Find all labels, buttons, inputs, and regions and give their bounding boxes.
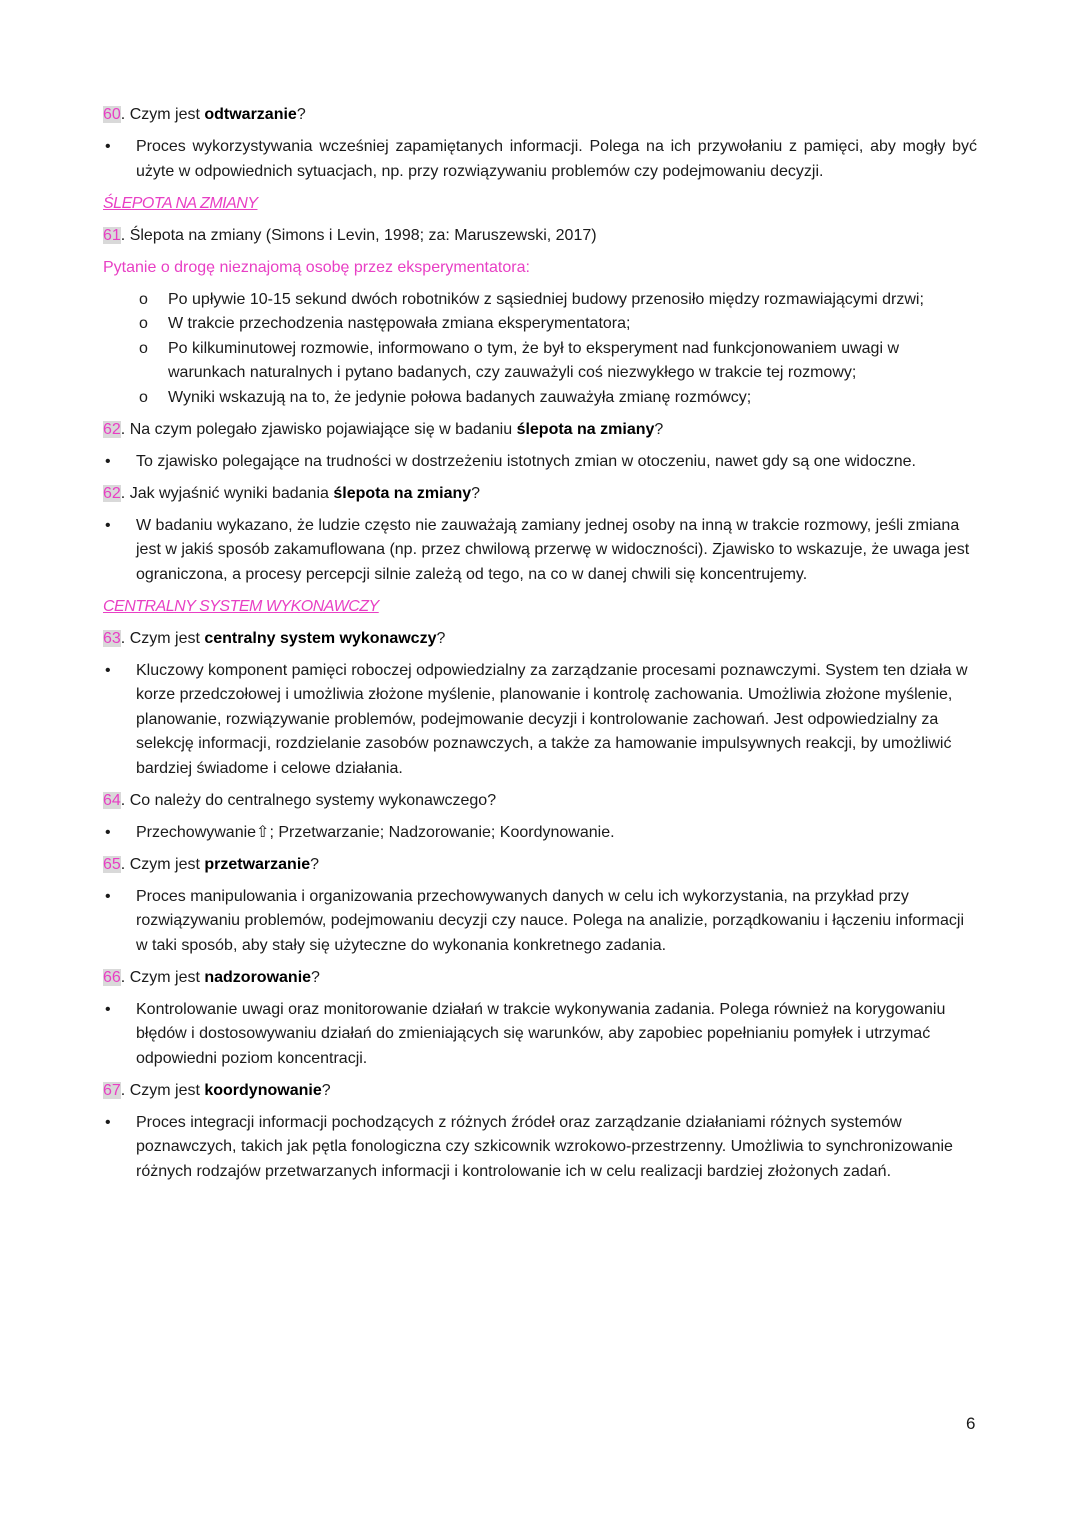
section-heading: CENTRALNY SYSTEM WYKONAWCZY: [103, 597, 379, 615]
bullet-icon: •: [105, 823, 111, 841]
bullet-icon: •: [105, 452, 111, 470]
answer-66: • Kontrolowanie uwagi oraz monitorowanie działań w trakcie wykonywania zadania. Polega również na korygowaniu błędów i dostosowywaniu działań do zmieniających się warunków, aby zapobiec popełnianiu pomyłek i utrzymać odpowiedni poziom koncentracji.: [103, 998, 977, 1072]
bullet-icon: •: [105, 661, 111, 679]
question-64: 64. Co należy do centralnego systemy wykonawczego?: [103, 791, 497, 809]
question-66: 66. Czym jest nadzorowanie?: [103, 968, 320, 986]
question-60: 60. Czym jest odtwarzanie?: [103, 106, 306, 123]
bullet-icon: •: [105, 1113, 111, 1131]
answer-65: • Proces manipulowania i organizowania przechowywanych danych w celu ich wykorzystania, na przykład przy rozwiązywaniu problemów, podejmowaniu decyzji czy nauce. Polega na analizie, porządkowaniu i łączeniu informacji w taki sposób, aby stały się użyteczne do wykonania konkretnego zadania.: [103, 885, 977, 959]
question-62b: 62. Jak wyjaśnić wyniki badania ślepota na zmiany?: [103, 484, 481, 502]
bullet-icon: •: [105, 516, 111, 534]
question-65: 65. Czym jest przetwarzanie?: [103, 855, 320, 873]
section-heading: ŚLEPOTA NA ZMIANY: [103, 194, 258, 212]
answer-67: • Proces integracji informacji pochodzących z różnych źródeł oraz zarządzanie działaniami różnych systemów poznawczych, takich jak pętla fonologiczna czy szkicownik wzrokowo-przestrzenny. Umożliwia to synchronizowanie różnych rodzajów przetwarzanych informacji i kontrolowanie ich w celu realizacji bardziej złożonych zadań.: [103, 1111, 977, 1185]
answer-60: • Proces wykorzystywania wcześniej zapamiętanych informacji. Polega na ich przywołaniu z pamięci, aby mogły być użyte w odpowiednich sytuacjach, np. przy rozwiązywaniu problemów czy podejmowaniu decyzji.: [103, 135, 977, 184]
circle-bullet-icon: o: [139, 388, 148, 406]
document-page: [103, 103, 977, 1192]
question-62a: 62. Na czym polegało zjawisko pojawiające się w badaniu ślepota na zmiany?: [103, 420, 664, 438]
answer-62a: • To zjawisko polegające na trudności w dostrzeżeniu istotnych zmian w otoczeniu, nawet gdy są one widoczne.: [103, 450, 977, 475]
question-63: 63. Czym jest centralny system wykonawczy?: [103, 629, 446, 647]
bullet-icon: •: [105, 138, 111, 155]
list-item: o Po kilkuminutowej rozmowie, informowano o tym, że był to eksperyment nad funkcjonowaniem uwagi w warunkach naturalnych i pytano badanych, czy zauważyli coś niezwykłego w trakcie tej rozmowy;: [103, 337, 977, 386]
list-item: o Po upływie 10-15 sekund dwóch robotników z sąsiedniej budowy przenosiło między rozmawiającymi drzwi;: [103, 288, 977, 313]
circle-bullet-icon: o: [139, 290, 148, 308]
subheading: Pytanie o drogę nieznajomą osobę przez eksperymentatora:: [103, 258, 530, 276]
list-item: o W trakcie przechodzenia następowała zmiana eksperymentatora;: [103, 312, 977, 337]
experiment-steps: [103, 288, 977, 411]
page-number: 6: [966, 1414, 976, 1433]
answer-62b: • W badaniu wykazano, że ludzie często nie zauważają zamiany jednej osoby na inną w trakcie rozmowy, jeśli zmiana jest w jakiś sposób zakamuflowana (np. przez chwilową przerwę w widoczności). Zjawisko to wskazuje, że uwaga jest ograniczona, a procesy percepcji silnie zależą od tego, na co w danej chwili się koncentrujemy.: [103, 514, 977, 588]
circle-bullet-icon: o: [139, 315, 148, 332]
bullet-icon: •: [105, 887, 111, 905]
question-67: 67. Czym jest koordynowanie?: [103, 1081, 331, 1099]
list-item: o Wyniki wskazują na to, że jedynie połowa badanych zauważyła zmianę rozmówcy;: [103, 386, 977, 411]
answer-64: • Przechowywanie⇧; Przetwarzanie; Nadzorowanie; Koordynowanie.: [103, 821, 977, 846]
answer-63: • Kluczowy komponent pamięci roboczej odpowiedzialny za zarządzanie procesami poznawczymi. System ten działa w korze przedczołowej i umożliwia złożone myślenie, planowanie i kontrolę zachowania. Umożliwia złożone myślenie, planowanie, rozwiązywanie problemów, podejmowanie decyzji i kontrolowanie zachowań. Jest odpowiedzialny za selekcję informacji, rozdzielanie zasobów poznawczych, a także za hamowanie impulsywnych reakcji, by umożliwić bardziej świadome i celowe działania.: [103, 659, 977, 782]
bullet-icon: •: [105, 1000, 111, 1018]
circle-bullet-icon: o: [139, 339, 148, 357]
question-61: 61. Ślepota na zmiany (Simons i Levin, 1998; za: Maruszewski, 2017): [103, 226, 597, 244]
